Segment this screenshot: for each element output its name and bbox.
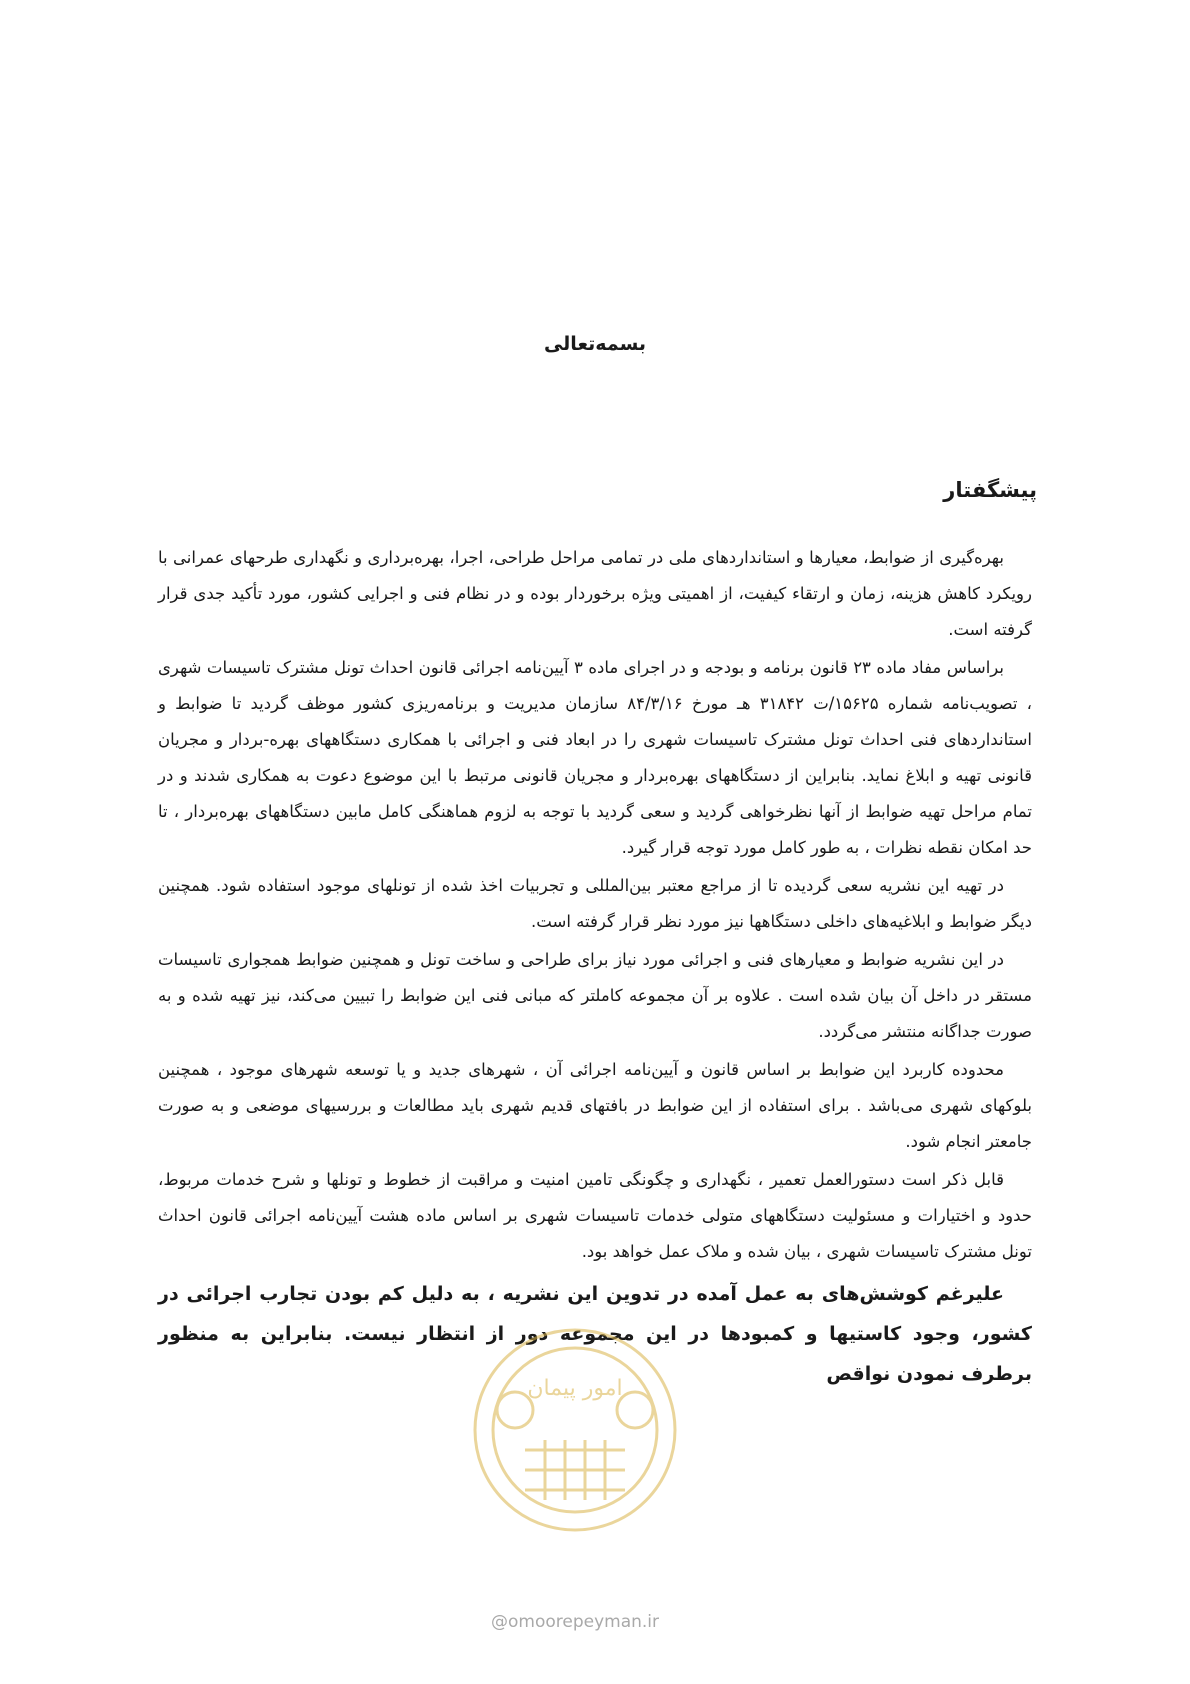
paragraph: قابل ذکر است دستورالعمل تعمیر ، نگهداری و چگونگی تامین امنیت و مراقبت از خطوط و تونلها و شرح خدمات مربوط، حدود و اختیارات و مسئولیت دستگاههای متولی خدمات تاسیسات شهری بر اساس ماده هشت آیین‌نامه اجرائی قانون احداث تونل مشترک تاسیسات شهری ، بیان شده و ملاک عمل خواهد بود. (158, 1170, 1032, 1261)
paragraph: محدوده کاربرد این ضوابط بر اساس قانون و آیین‌نامه اجرائی آن ، شهرهای جدید و یا توسعه شهرهای موجود ، همچنین بلوکهای شهری می‌باشد . برای استفاده از این ضوابط در بافتهای قدیم شهری باید مطالعات و بررسیهای موضعی و به صورت جامعتر انجام شود. (158, 1060, 1032, 1151)
paragraph: براساس مفاد ماده ۲۳ قانون برنامه و بودجه و در اجرای ماده ۳ آیین‌نامه اجرائی قانون احداث تونل مشترک تاسیسات شهری ، تصویب‌نامه شماره ۱۵۶۲۵/ت ۳۱۸۴۲ هـ مورخ ۸۴/۳/۱۶ سازمان مدیریت و برنامه‌ریزی کشور موظف گردید تا ضوابط و استانداردهای فنی احداث تونل مشترک تاسیسات شهری را در ابعاد فنی و اجرائی با همکاری دستگاههای بهره-بردار و مجریان قانونی تهیه و ابلاغ نماید. بنابراین از دستگاههای بهره‌بردار و مجریان قانونی مرتبط با این موضوع دعوت به همکاری شدند و در تمام مراحل تهیه ضوابط از آنها نظرخواهی گردید و سعی گردید با توجه به لزوم هماهنگی کامل مابین دستگاههای بهره‌بردار ، تا حد امکان نقطه نظرات ، به طور کامل مورد توجه قرار گیرد. (158, 658, 1032, 857)
basmala-title: بسمه‌تعالی (543, 333, 647, 355)
paragraph: در تهیه این نشریه سعی گردیده تا از مراجع معتبر بین‌المللی و تجربیات اخذ شده از تونلهای موجود استفاده شود. همچنین دیگر ضوابط و ابلاغیه‌های داخلی دستگاهها نیز مورد نظر قرار گرفته است. (158, 876, 1032, 931)
paragraph: بهره‌گیری از ضوابط، معیارها و استانداردهای ملی در تمامی مراحل طراحی، اجرا، بهره‌برداری و نگهداری طرحهای عمرانی با رویکرد کاهش هزینه، زمان و ارتقاء کیفیت، از اهمیتی ویژه برخوردار بوده و در نظام فنی و اجرایی کشور، مورد تأکید جدی قرار گرفته است. (158, 548, 1032, 639)
paragraph-bold: علیرغم کوشش‌های به عمل آمده در تدوین این نشریه ، به دلیل کم بودن تجارب اجرائی در کشور، وجود کاستیها و کمبودها در این مجموعه دور از انتظار نیست. بنابراین به منظور برطرف نمودن نواقص (158, 1283, 1032, 1385)
preface-heading: پیشگفتار (943, 478, 1037, 502)
paragraph: در این نشریه ضوابط و معیارهای فنی و اجرائی مورد نیاز برای طراحی و ساخت تونل و همچنین ضوابط همجواری تاسیسات مستقر در داخل آن بیان شده است . علاوه بر آن مجموعه کاملتر که مبانی فنی این ضوابط را تبیین می‌کند، نیز تهیه شده و به صورت جداگانه منتشر می‌گردد. (158, 950, 1032, 1041)
preface-body (158, 540, 1032, 1396)
watermark-logo-text: امور پیمان (527, 1376, 623, 1401)
watermark-url: @omoorepeyman.ir (490, 1612, 660, 1632)
